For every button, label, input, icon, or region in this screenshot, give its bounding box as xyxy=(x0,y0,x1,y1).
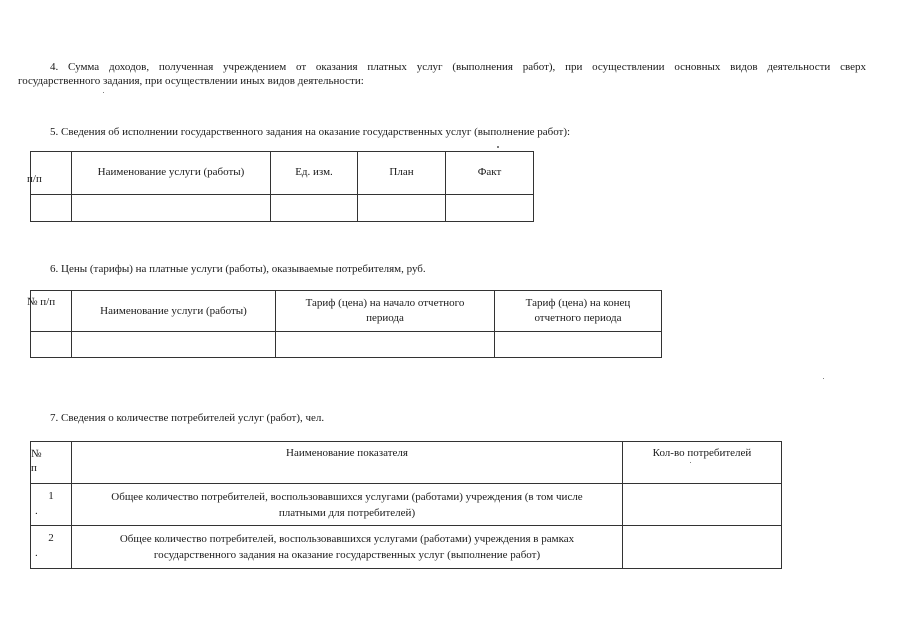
row-indicator: Общее количество потребителей, воспользовавшихся услугами (работами) учреждения (в том числе платными для потребителей) xyxy=(72,484,623,526)
row-count xyxy=(623,526,782,569)
column-header-count: Кол-во потребителей xyxy=(623,442,782,484)
table-cell xyxy=(276,332,495,358)
table-cell xyxy=(31,195,72,222)
scan-speck xyxy=(823,378,824,379)
table-cell xyxy=(446,195,534,222)
section-4-paragraph xyxy=(18,60,866,88)
table-header-row xyxy=(31,291,662,332)
column-header-plan: План xyxy=(358,152,446,195)
column-header-num-line-2: п xyxy=(31,462,37,474)
service-execution-table xyxy=(27,151,534,222)
column-header-tariff-end: Тариф (цена) на конец отчетного периода xyxy=(495,291,662,332)
row-number-cell xyxy=(31,526,72,569)
row-number: 1 xyxy=(48,490,54,502)
table-cell xyxy=(72,332,276,358)
column-header-num: п/п xyxy=(31,152,72,195)
row-number-dot: . xyxy=(35,547,38,559)
column-header-fact: Факт xyxy=(446,152,534,195)
scan-speck xyxy=(690,462,691,463)
table-row xyxy=(31,332,662,358)
consumers-table xyxy=(30,441,782,569)
table-row xyxy=(31,484,782,526)
scan-speck xyxy=(103,92,104,93)
column-header-indicator: Наименование показателя xyxy=(72,442,623,484)
section-5-heading: 5. Сведения об исполнении государственного задания на оказание государственных услуг (выполнение работ): xyxy=(50,126,571,138)
tariffs-table xyxy=(27,290,662,358)
column-header-num xyxy=(31,442,72,484)
table-cell xyxy=(358,195,446,222)
row-count xyxy=(623,484,782,526)
table-row xyxy=(31,195,534,222)
row-indicator: Общее количество потребителей, воспользовавшихся услугами (работами) учреждения в рамках государственного задания на оказание государственных услуг (выполнение работ) xyxy=(72,526,623,569)
column-header-service: Наименование услуги (работы) xyxy=(72,152,271,195)
section-4-line-2: государственного задания, при осуществлении иных видов деятельности: xyxy=(18,75,364,87)
row-number-dot: . xyxy=(35,505,38,517)
table-header-row xyxy=(31,442,782,484)
section-7-heading: 7. Сведения о количестве потребителей услуг (работ), чел. xyxy=(50,412,325,424)
row-number-cell xyxy=(31,484,72,526)
table-row xyxy=(31,526,782,569)
column-header-num-line-1: № xyxy=(31,448,42,460)
section-4-line-1: 4. Сумма доходов, полученная учреждением от оказания платных услуг (выполнения работ), при осуществлении основных видов деятельности сверх xyxy=(50,61,866,73)
column-header-service: Наименование услуги (работы) xyxy=(72,291,276,332)
table-cell xyxy=(495,332,662,358)
table-cell xyxy=(271,195,358,222)
column-header-tariff-start: Тариф (цена) на начало отчетного периода xyxy=(276,291,495,332)
row-number: 2 xyxy=(48,532,54,544)
column-header-unit: Ед. изм. xyxy=(271,152,358,195)
table-header-row xyxy=(31,152,534,195)
section-6-heading: 6. Цены (тарифы) на платные услуги (работы), оказываемые потребителям, руб. xyxy=(50,263,426,275)
column-header-num: № п/п xyxy=(31,291,72,332)
scan-speck xyxy=(497,146,499,148)
table-cell xyxy=(72,195,271,222)
table-cell xyxy=(31,332,72,358)
